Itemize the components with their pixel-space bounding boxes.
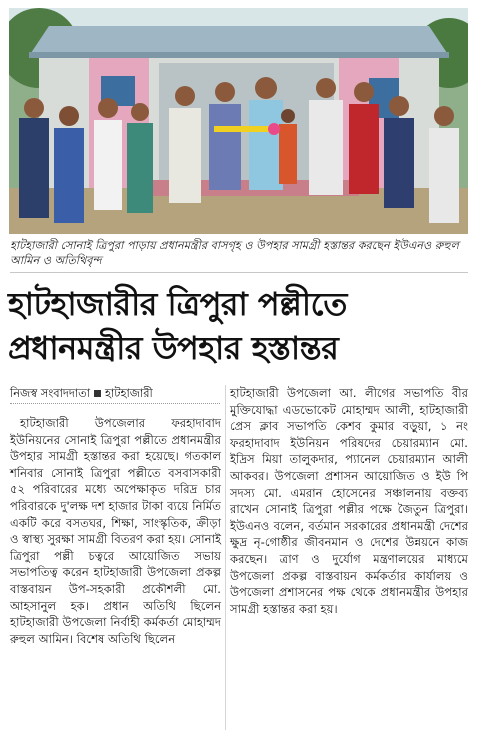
- headline-line-2: প্রধানমন্ত্রীর উপহার হস্তান্তর: [8, 329, 339, 367]
- column-divider: [225, 385, 226, 730]
- article-body-right-column: হাটহাজারী উপজেলা আ. লীগের সভাপতি বীর মুক্তিযোদ্ধা এডভোকেট মোহাম্মদ আলী, হাটহাজারী প্রেস ক্লাব সভাপতি কেশব কুমার বড়ুয়া, ১ নং ফরহাদাবাদ ইউনিয়ন পরিষদের চেয়ারম্যান মো. ইদ্রিস মিয়া তালুকদার, প্যানেল চেয়ারম্যান আলী আকবর। উপজেলা প্রশাসন আয়োজিত ও ইউ পি সদস্য মো. এমরান হোসেনের সঞ্চালনায় বক্তব্য রাখেন সোনাই ত্রিপুরা পল্লীর পক্ষে জৈতুন ত্রিপুরা। ইউএনও বলেন, বর্তমান সরকারের প্রধানমন্ত্রী দেশের ক্ষুদ্র নৃ-গোষ্ঠীর জীবনমান ও দেশের উন্নয়নে কাজ করছেন। ত্রাণ ও দুর্যোগ মন্ত্রণালয়ের মাধ্যমে উপজেলা প্রকল্প বাস্তবায়ন কর্মকর্তার কার্যালয় ও উপজেলা প্রশাসনের পক্ষ থেকে প্রধানমন্ত্রীর উপহার সামগ্রী হস্তান্তর করা হয়।: [230, 386, 468, 616]
- headline-line-1: হাটহাজারীর ত্রিপুরা পল্লীতে: [8, 285, 347, 323]
- news-photo: [9, 8, 468, 234]
- ceremony-photo-illustration: [9, 8, 468, 234]
- photo-caption: হাটহাজারী সোনাই ত্রিপুরা পাড়ায় প্রধানমন্ত্রীর বাসগৃহ ও উপহার সামগ্রী হস্তান্তর করছেন ইউএনও রুহুল আমিন ও অতিথিবৃন্দ: [10, 238, 468, 273]
- article-body-left-column: হাটহাজারী উপজেলার ফরহাদাবাদ ইউনিয়নের সোনাই ত্রিপুরা পল্লীতে প্রধানমন্ত্রীর উপহার সামগ্রী হস্তান্তর করা হয়েছে। গতকাল শনিবার সোনাই ত্রিপুরা পল্লীতে বসবাসকারী ৫২ পরিবারের মধ্যে অপেক্ষাকৃত দরিদ্র চার পরিবারকে দু'লক্ষ দশ হাজার টাকা ব্যয়ে নির্মিত একটি করে বসতঘর, শিক্ষা, সাংস্কৃতিক, ক্রীড়া ও স্বাস্থ্য সুরক্ষা সামগ্রী বিতরণ করা হয়। সোনাই ত্রিপুরা পল্লী চত্বরে আয়োজিত সভায় সভাপতিত্ব করেন হাটহাজারী উপজেলা প্রকল্প বাস্তবায়ন উপ-সহকারী প্রকৌশলী মো. আহসানুল হক। প্রধান অতিথি ছিলেন হাটহাজারী উপজেলা নির্বাহী কর্মকর্তা মোহাম্মদ রুহুল আমিন। বিশেষ অতিথি ছিলেন: [10, 416, 221, 646]
- byline-reporter: নিজস্ব সংবাদদাতা: [10, 386, 90, 400]
- headline: [8, 282, 470, 370]
- byline: [10, 385, 220, 404]
- square-bullet-icon: [94, 390, 101, 397]
- byline-location: হাটহাজারী: [105, 386, 153, 400]
